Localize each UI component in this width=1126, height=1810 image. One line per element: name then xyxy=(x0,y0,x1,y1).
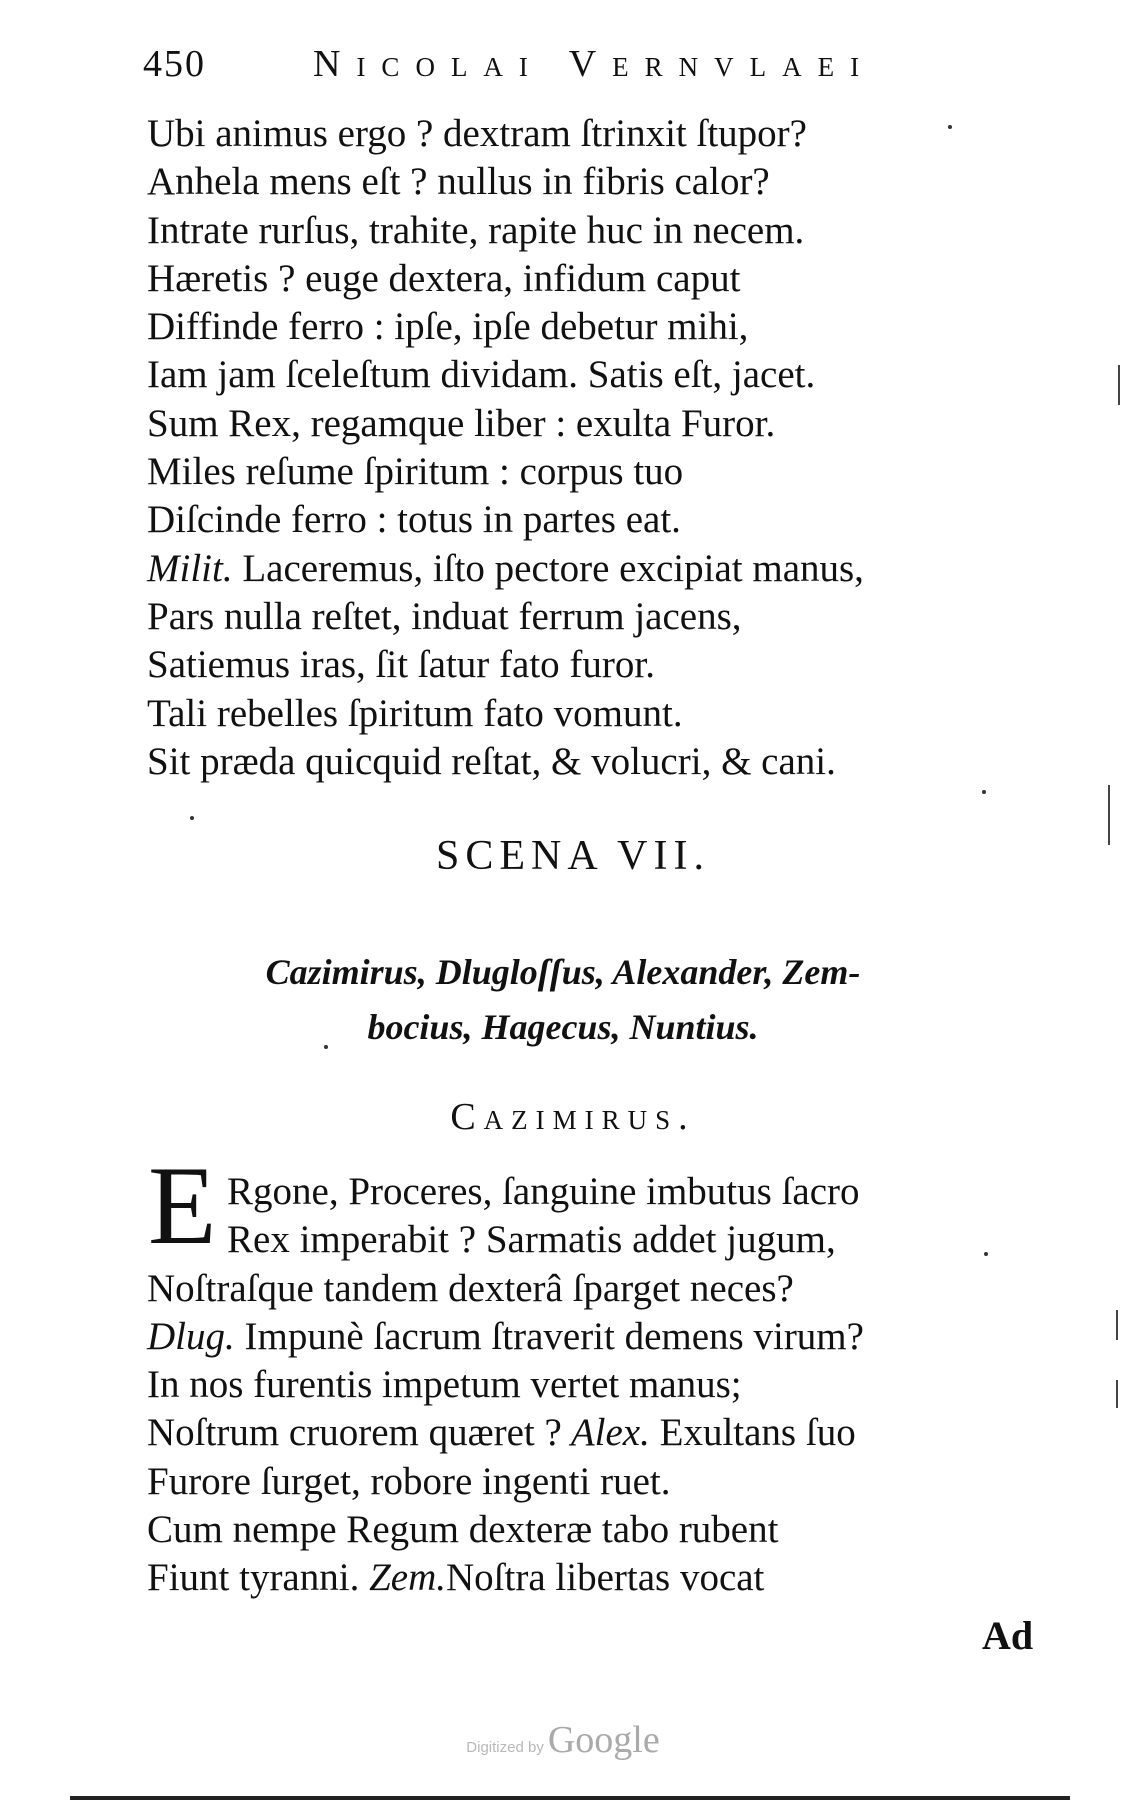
verse-text: Furore ſurget, robore ingenti ruet. xyxy=(147,1459,671,1503)
verse-block-2 xyxy=(147,1168,1007,1603)
verse-block-1 xyxy=(147,110,1007,786)
verse-line xyxy=(147,255,1007,303)
verse-line xyxy=(147,1554,1007,1602)
speaker-heading: Cazimirus. xyxy=(450,1096,696,1138)
ink-speck xyxy=(948,125,952,129)
page-header xyxy=(143,42,923,102)
verse-text: Hæretis ? euge dextera, infidum caput xyxy=(147,256,741,300)
verse-line xyxy=(147,207,1007,255)
verse-text: Pars nulla reſtet, induat ferrum jacens, xyxy=(147,594,742,638)
verse-text: Ubi animus ergo ? dextram ſtrinxit ſtupor? xyxy=(147,112,807,155)
verse-line xyxy=(147,1458,1007,1506)
speaker-label: Dlug. xyxy=(147,1314,235,1358)
verse-line xyxy=(147,593,1007,641)
verse-line xyxy=(147,1409,1007,1457)
verse-line xyxy=(147,400,1007,448)
verse-text: Laceremus, iſto pectore excipiat manus, xyxy=(232,546,864,590)
edge-mark xyxy=(1118,365,1120,405)
personae-line-1: Cazimirus, Dlugloſſus, Alexander, Zem- xyxy=(265,952,861,992)
verse-text: Sit præda quicquid reſtat, & volucri, & cani. xyxy=(147,739,836,783)
verse-line xyxy=(147,303,1007,351)
ink-speck xyxy=(324,1045,328,1049)
verse-line xyxy=(147,545,1007,593)
verse-line xyxy=(147,1168,1007,1216)
verse-line xyxy=(147,351,1007,399)
verse-text: Impunè ſacrum ſtraverit demens virum? xyxy=(234,1314,864,1358)
verse-line xyxy=(147,1506,1007,1554)
catchword: Ad xyxy=(982,1613,1034,1658)
verse-line xyxy=(147,1216,1007,1264)
verse-line xyxy=(147,690,1007,738)
verse-text: Noſtraſque tandem dexterâ ſparget neces? xyxy=(147,1266,794,1310)
verse-line xyxy=(147,110,1007,158)
verse-text: Anhela mens eſt ? nullus in fibris calor? xyxy=(147,160,770,204)
verse-text: Noſtrum cruorem quæret ? xyxy=(147,1411,562,1455)
verse-text: Intrate rurſus, trahite, rapite huc in necem. xyxy=(147,208,805,252)
verse-text: Rgone, Proceres, ſanguine imbutus ſacro xyxy=(227,1170,860,1213)
verse-text: Sum Rex, regamque liber : exulta Furor. xyxy=(147,401,776,445)
dramatis-personae xyxy=(0,945,1126,1055)
verse-line xyxy=(147,641,1007,689)
verse-text: Miles reſume ſpiritum : corpus tuo xyxy=(147,450,684,494)
speaker-label: Alex. xyxy=(561,1411,650,1455)
verse-line xyxy=(147,158,1007,206)
verse-text: Exultans ſuo xyxy=(649,1411,856,1455)
scene-title: SCENA VII. xyxy=(436,833,710,879)
running-title: Nicolai Vernvlaei xyxy=(313,43,876,85)
verse-text: Diffinde ferro : ipſe, ipſe debetur mihi, xyxy=(147,305,749,349)
ink-speck xyxy=(982,790,986,794)
verse-text: Cum nempe Regum dexteræ tabo rubent xyxy=(147,1508,779,1552)
speaker-label: Milit. xyxy=(147,546,233,590)
verse-line xyxy=(147,1313,1007,1361)
speaker-label: Zem. xyxy=(359,1556,447,1600)
verse-text: In nos furentis impetum vertet manus; xyxy=(147,1363,742,1407)
verse-line xyxy=(147,1361,1007,1409)
google-logo: Google xyxy=(547,1719,660,1761)
ink-speck xyxy=(984,1252,988,1256)
edge-mark xyxy=(1116,1310,1118,1340)
personae-line-2: bocius, Hagecus, Nuntius. xyxy=(367,1007,759,1047)
digitized-watermark xyxy=(0,1718,1126,1762)
verse-text: Noſtra libertas vocat xyxy=(446,1556,765,1600)
verse-text: Tali rebelles ſpiritum fato vomunt. xyxy=(147,691,683,735)
digitized-prefix: Digitized by xyxy=(466,1739,544,1756)
verse-text: Rex imperabit ? Sarmatis addet jugum, xyxy=(227,1218,836,1262)
drop-cap: E xyxy=(148,1144,217,1268)
edge-mark xyxy=(1116,1380,1118,1408)
verse-text: Satiemus iras, ſit ſatur fato furor. xyxy=(147,643,655,687)
verse-text: Diſcinde ferro : totus in partes eat. xyxy=(147,498,681,542)
verse-text: Iam jam ſceleſtum dividam. Satis eſt, jacet. xyxy=(147,353,816,397)
verse-line xyxy=(147,1265,1007,1313)
bottom-rule xyxy=(70,1796,1070,1800)
page-number: 450 xyxy=(143,43,206,85)
edge-mark xyxy=(1108,785,1110,845)
ink-speck xyxy=(190,816,194,820)
verse-text: Fiunt tyranni. xyxy=(147,1556,360,1600)
verse-line xyxy=(147,448,1007,496)
verse-line xyxy=(147,496,1007,544)
verse-line xyxy=(147,738,1007,786)
